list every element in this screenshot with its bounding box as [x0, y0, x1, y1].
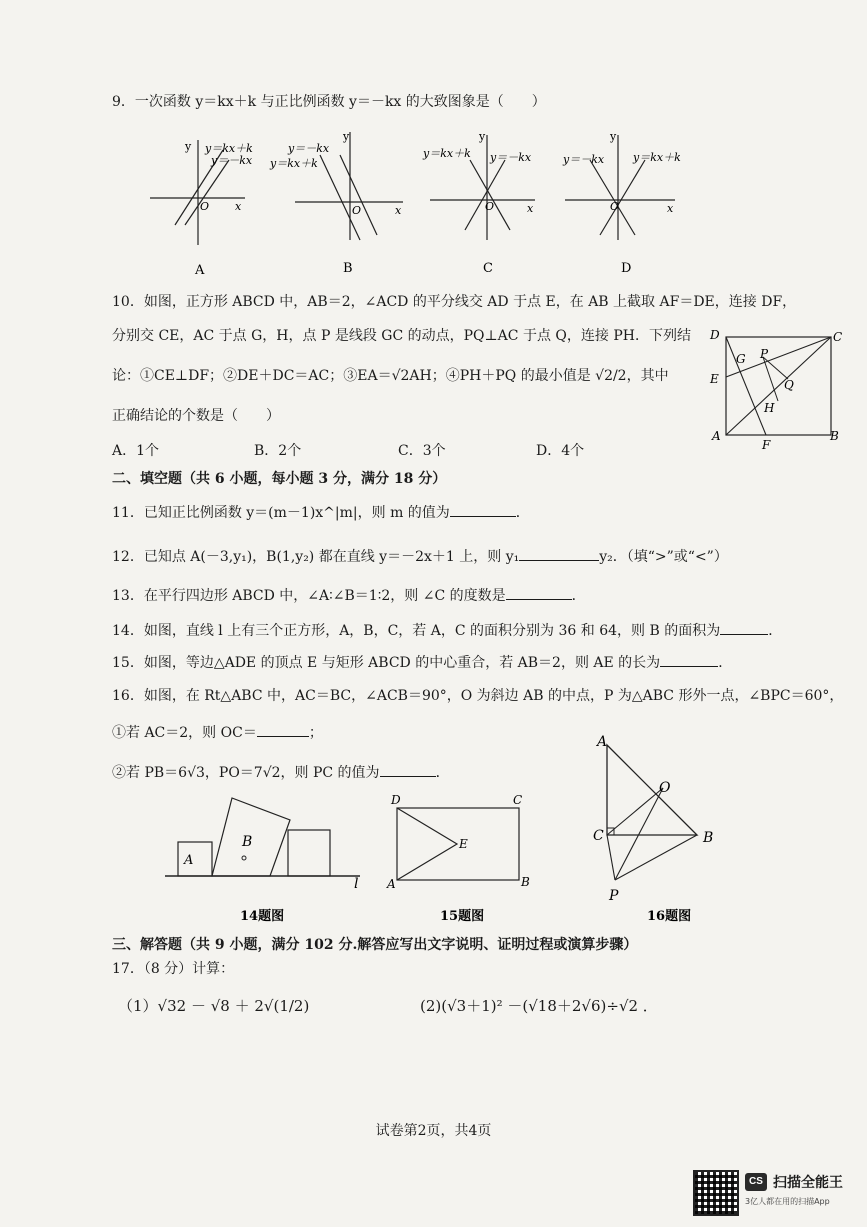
- figure-15-label-d: D: [391, 793, 401, 807]
- figure-14-label-l: l: [354, 876, 359, 892]
- q11-end: ．: [515, 505, 530, 521]
- graph-a-origin: O: [200, 200, 210, 213]
- figure-16-label-c: C: [593, 828, 604, 844]
- q17-part1: （1）√32 － √8 ＋ 2√(1/2): [118, 997, 310, 1015]
- figure-16-label-o: O: [659, 780, 671, 796]
- graph-b-y-axis: y: [343, 130, 350, 143]
- q11-text: 11．已知正比例函数 y＝(m－1)x^|m|，则 m 的值为: [112, 505, 450, 521]
- figure-14-label-b: B: [242, 834, 253, 850]
- q10-label-c: C: [833, 330, 843, 344]
- figure-15-label-b: B: [521, 875, 530, 889]
- q10-line4: 正确结论的个数是（ ）: [112, 408, 280, 424]
- figure-15-label-a: A: [387, 877, 396, 891]
- q10-option-a: A．1个: [112, 443, 160, 459]
- graph-a-x-axis: x: [235, 200, 242, 213]
- figure-15-label-e: E: [459, 837, 468, 851]
- q10-label-p: P: [760, 347, 769, 361]
- qr-code-icon: [693, 1170, 739, 1216]
- graph-c-origin: O: [485, 200, 495, 213]
- graph-c-y-axis: y: [479, 130, 486, 143]
- graph-d-l1: y＝－kx: [563, 153, 605, 166]
- q9-graphs: [145, 130, 705, 280]
- figure-15-caption: 15题图: [440, 909, 485, 924]
- q15: [112, 652, 732, 673]
- graph-a-label: A: [195, 263, 205, 278]
- q14-end: ．: [768, 623, 783, 639]
- graph-b-l2: y＝kx＋k: [270, 157, 318, 170]
- q16-part1-end: ；: [308, 725, 323, 741]
- q10-line2: 分别交 CE，AC 于点 G，H，点 P 是线段 GC 的动点，PQ⊥AC 于点 Q，连接 PH．下列结: [112, 328, 691, 344]
- graph-b-x-axis: x: [395, 204, 402, 217]
- q11-answer-blank[interactable]: [450, 502, 516, 517]
- figure-16-label-b: B: [703, 830, 714, 846]
- q15-text: 15．如图，等边△ADE 的顶点 E 与矩形 ABCD 的中心重合，若 AB＝2，则 AE 的长为: [112, 655, 661, 671]
- q14: [112, 620, 782, 641]
- q10-label-a: A: [712, 429, 721, 443]
- graph-d-y-axis: y: [610, 130, 617, 143]
- q10-label-d: D: [710, 328, 720, 342]
- q10-label-e: E: [710, 372, 719, 386]
- figure-15-label-c: C: [513, 793, 523, 807]
- graph-d-label: D: [621, 261, 632, 276]
- graph-a-l1: y＝kx＋k: [205, 142, 253, 155]
- q10-line1: 10．如图，正方形 ABCD 中，AB＝2，∠ACD 的平分线交 AD 于点 E，在 AB 上截取 AF＝DE，连接 DF，: [112, 294, 797, 310]
- figure-14-caption: 14题图: [240, 909, 285, 924]
- graph-d-l2: y＝kx＋k: [633, 151, 681, 164]
- graph-c: [422, 130, 535, 276]
- q16-part2-answer-blank[interactable]: [380, 762, 436, 777]
- q16-part1: [112, 722, 323, 743]
- graph-a-y-axis: y: [185, 140, 192, 153]
- figure-16-label-p: P: [609, 888, 619, 904]
- figure-16-caption: 16题图: [647, 909, 692, 924]
- figure-16: [585, 730, 735, 930]
- figure-15: [385, 790, 545, 930]
- q15-answer-blank[interactable]: [660, 652, 718, 667]
- q11: [112, 502, 530, 523]
- graph-c-l1: y＝kx＋k: [423, 147, 471, 160]
- q12: [112, 546, 728, 567]
- q16-line1: 16．如图，在 Rt△ABC 中，AC＝BC，∠ACB＝90°，O 为斜边 AB 的中点，P 为△ABC 形外一点，∠BPC＝60°，: [112, 688, 844, 704]
- scanner-brand: [745, 1172, 843, 1207]
- q10-option-c: C．3个: [398, 443, 446, 459]
- q13: [112, 585, 586, 606]
- q12-text: 12．已知点 A(－3,y₁)，B(1,y₂) 都在直线 y＝－2x＋1 上，则 y₁: [112, 549, 520, 565]
- q14-answer-blank[interactable]: [720, 620, 768, 635]
- graph-a: [150, 140, 253, 278]
- graph-c-x-axis: x: [527, 202, 534, 215]
- figure-14-label-a: A: [184, 853, 194, 868]
- q15-end: ．: [718, 655, 733, 671]
- q16-part2: [112, 762, 450, 783]
- q10-option-b: B．2个: [254, 443, 302, 459]
- q13-end: ．: [571, 588, 586, 604]
- page-footer: 试卷第2页，共4页: [375, 1123, 492, 1139]
- q13-text: 13．在平行四边形 ABCD 中，∠A∶∠B＝1∶2，则 ∠C 的度数是: [112, 588, 506, 604]
- q10-line3: 论：①CE⊥DF；②DE＋DC＝AC；③EA＝√2AH；④PH＋PQ 的最小值是 √2/2，其中: [112, 368, 669, 384]
- q16-part1-answer-blank[interactable]: [257, 722, 309, 737]
- q12-end: y₂．（填“>”或“<”）: [599, 549, 728, 565]
- cs-logo-icon: CS: [745, 1173, 767, 1191]
- graph-c-l2: y＝－kx: [490, 151, 532, 164]
- graph-b-l1: y＝－kx: [288, 142, 330, 155]
- graph-b-label: B: [343, 261, 353, 276]
- q14-text: 14．如图，直线 l 上有三个正方形，A，B，C，若 A，C 的面积分别为 36 和 64，则 B 的面积为: [112, 623, 721, 639]
- q10-label-h: H: [764, 401, 775, 415]
- q12-answer-blank[interactable]: [519, 546, 599, 561]
- graph-d-origin: O: [610, 200, 620, 213]
- figure-16-label-a: A: [597, 734, 608, 750]
- graph-b: [269, 130, 403, 276]
- q10-option-d: D．4个: [536, 443, 585, 459]
- q9-stem: 9．一次函数 y＝kx＋k 与正比例函数 y＝－kx 的大致图象是（ ）: [112, 94, 546, 110]
- q16-part2-end: ．: [435, 765, 450, 781]
- graph-d: [562, 130, 681, 276]
- q10-label-g: G: [736, 352, 746, 366]
- q10-label-f: F: [762, 438, 771, 452]
- q10-label-b: B: [830, 429, 839, 443]
- graph-b-origin: O: [352, 204, 362, 217]
- q17-part2: (2)(√3＋1)² －(√18＋2√6)÷√2 ．: [420, 997, 658, 1015]
- brand-name: 扫描全能王: [773, 1175, 843, 1191]
- graph-d-x-axis: x: [667, 202, 674, 215]
- brand-slogan: 3亿人都在用的扫描App: [745, 1197, 830, 1206]
- graph-a-l2: y＝－kx: [211, 154, 253, 167]
- figure-14: [160, 790, 370, 930]
- q13-answer-blank[interactable]: [506, 585, 572, 600]
- section-2-heading: 二、填空题（共 6 小题，每小题 3 分，满分 18 分）: [112, 471, 447, 487]
- q10-figure: [706, 325, 846, 455]
- q10-label-q: Q: [784, 378, 794, 392]
- section-3-heading: 三、解答题（共 9 小题，满分 102 分.解答应写出文字说明、证明过程或演算步骤）: [112, 937, 638, 953]
- q16-part1-text: ①若 AC＝2，则 OC＝: [112, 725, 257, 741]
- graph-c-label: C: [483, 261, 493, 276]
- q16-part2-text: ②若 PB＝6√3，PO＝7√2，则 PC 的值为: [112, 765, 380, 781]
- q17-stem: 17．（8 分）计算：: [112, 961, 235, 977]
